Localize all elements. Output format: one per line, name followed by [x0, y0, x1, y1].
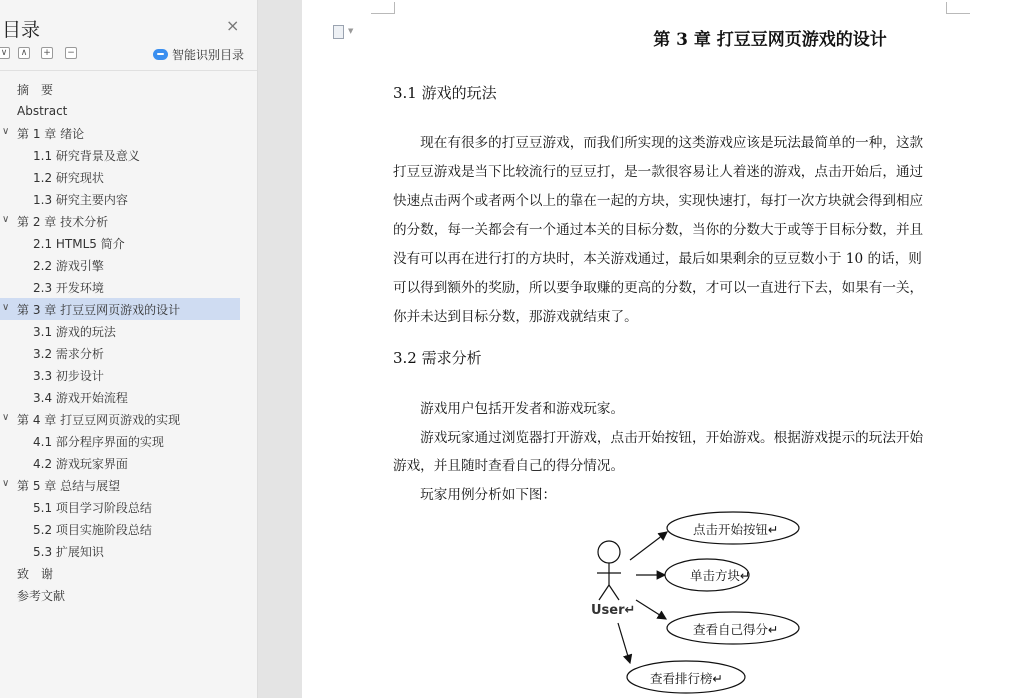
toc-item-label: 1.3 研究主要内容 — [33, 192, 128, 207]
toc-item-label: 1.2 研究现状 — [33, 170, 104, 185]
toc-item[interactable] — [0, 540, 240, 562]
toc-item-label: 3.2 需求分析 — [33, 346, 104, 361]
toc-item[interactable] — [0, 386, 240, 408]
paragraph-line: 可以得到额外的奖励，所以要争取赚的更高的分数，才可以一直进行下去，如果有一关， — [393, 280, 924, 296]
toc-item[interactable] — [0, 518, 240, 540]
toc-item-label: 5.3 扩展知识 — [33, 544, 104, 559]
chevron-down-icon[interactable]: ▼ — [348, 27, 354, 35]
toc-item[interactable] — [0, 298, 240, 320]
paragraph-line: 游戏玩家通过浏览器打开游戏，点击开始按钮，开始游戏。根据游戏提示的玩法开始 — [393, 429, 924, 446]
toc-item[interactable] — [0, 584, 240, 606]
actor-label: User↵ — [591, 603, 636, 618]
toc-item[interactable] — [0, 496, 240, 518]
chapter-title: 第 3 章 打豆豆网页游戏的设计 — [653, 30, 887, 50]
toc-item[interactable] — [0, 452, 240, 474]
chevron-down-icon[interactable]: ∨ — [2, 214, 10, 225]
toc-item-label: 第 1 章 绪论 — [17, 126, 85, 141]
toc-item[interactable] — [0, 320, 240, 342]
toc-title: 目录 — [2, 19, 41, 41]
toc-item-label: 2.2 游戏引擎 — [33, 258, 104, 273]
paragraph-line: 游戏用户包括开发者和游戏玩家。 — [393, 401, 625, 417]
toc-item[interactable] — [0, 364, 240, 386]
add-heading-icon[interactable]: + — [41, 47, 53, 59]
paragraph-line: 你并未达到目标分数，那游戏就结束了。 — [393, 309, 638, 325]
actor-icon — [597, 541, 621, 600]
toc-item-label: 2.3 开发环境 — [33, 280, 104, 295]
toc-item-label: 2.1 HTML5 简介 — [33, 236, 125, 251]
cloud-icon — [153, 49, 168, 60]
paragraph-line: 玩家用例分析如下图： — [393, 486, 557, 503]
toc-item-label: 4.2 游戏玩家界面 — [33, 456, 128, 471]
toc-item[interactable] — [0, 254, 240, 276]
chevron-down-icon[interactable]: ∨ — [2, 302, 10, 313]
toc-item[interactable] — [0, 166, 240, 188]
toc-item-label: 致 谢 — [17, 566, 54, 581]
toc-item-label: 第 5 章 总结与展望 — [17, 478, 121, 493]
section-title: 3.2 需求分析 — [393, 349, 482, 367]
toc-item-label: 第 3 章 打豆豆网页游戏的设计 — [17, 302, 181, 317]
use-case-view-score: 查看自己得分↵ — [693, 622, 779, 637]
toc-item-label: 参考文献 — [17, 588, 66, 603]
toc-item-label: 第 2 章 技术分析 — [17, 214, 109, 229]
toc-item-label: 1.1 研究背景及意义 — [33, 148, 140, 163]
chevron-down-icon[interactable]: ∨ — [2, 412, 10, 423]
toc-item[interactable] — [0, 232, 240, 254]
toc-item[interactable] — [0, 408, 240, 430]
expand-all-icon[interactable]: ∨ — [0, 47, 10, 59]
paragraph-line: 的分数，每一关都会有一个通过本关的目标分数，当你的分数大于或等于目标分数，并且 — [393, 222, 924, 238]
remove-heading-icon[interactable]: − — [65, 47, 77, 59]
association-arrows — [618, 532, 667, 663]
toc-item-label: 5.2 项目实施阶段总结 — [33, 522, 152, 537]
toc-item[interactable] — [0, 210, 240, 232]
toc-item-label: 3.4 游戏开始流程 — [33, 390, 128, 405]
chevron-down-icon[interactable]: ∨ — [2, 478, 10, 489]
paragraph-line: 现在有很多的打豆豆游戏，而我们所实现的这类游戏应该是玩法最简单的一种，这款 — [393, 135, 924, 151]
toc-item[interactable] — [0, 122, 240, 144]
divider — [0, 70, 257, 71]
toc-item[interactable] — [0, 474, 240, 496]
toc-item-label: 4.1 部分程序界面的实现 — [33, 434, 164, 449]
toc-item[interactable] — [0, 342, 240, 364]
toc-item[interactable] — [0, 100, 240, 122]
section-title: 3.1 游戏的玩法 — [393, 84, 497, 102]
use-case-diagram — [560, 505, 820, 698]
toc-item[interactable] — [0, 276, 240, 298]
paragraph-line: 快速点击两个或者两个以上的靠在一起的方块，实现快速打，每打一次方块就会得到相应 — [393, 193, 924, 209]
toc-item-label: 5.1 项目学习阶段总结 — [33, 500, 152, 515]
collapse-icon[interactable]: ∧ — [18, 47, 30, 59]
toc-item[interactable] — [0, 562, 240, 584]
paragraph-line: 游戏，并且随时查看自己的得分情况。 — [393, 458, 625, 474]
toc-item-label: 3.1 游戏的玩法 — [33, 324, 116, 339]
toc-item-label: 摘 要 — [17, 82, 54, 97]
toc-item-label: 第 4 章 打豆豆网页游戏的实现 — [17, 412, 181, 427]
margin-corner-mark — [371, 2, 395, 14]
use-case-leaderboard: 查看排行榜↵ — [650, 671, 723, 686]
toc-item[interactable] — [0, 188, 240, 210]
paragraph-line: 没有可以再在进行打的方块时，本关游戏通过，最后如果剩余的豆豆数小于 10 的话，则 — [393, 251, 922, 267]
toc-item-label: Abstract — [17, 104, 68, 118]
smart-toc-button[interactable] — [153, 46, 244, 63]
close-icon[interactable]: × — [226, 16, 240, 35]
toc-item[interactable] — [0, 144, 240, 166]
use-case-start-button: 点击开始按钮↵ — [693, 522, 779, 537]
use-case-click-block: 单击方块↵ — [690, 568, 751, 583]
smart-toc-label: 智能识别目录 — [172, 48, 245, 62]
chevron-down-icon[interactable]: ∨ — [2, 126, 10, 137]
toc-pane — [0, 0, 258, 698]
paragraph-line: 打豆豆游戏是当下比较流行的豆豆打，是一款很容易让人着迷的游戏，点击开始后，通过 — [393, 164, 924, 180]
margin-corner-mark — [946, 2, 970, 14]
toc-item[interactable] — [0, 430, 240, 452]
toc-item[interactable] — [0, 78, 240, 100]
toc-item-label: 3.3 初步设计 — [33, 368, 104, 383]
